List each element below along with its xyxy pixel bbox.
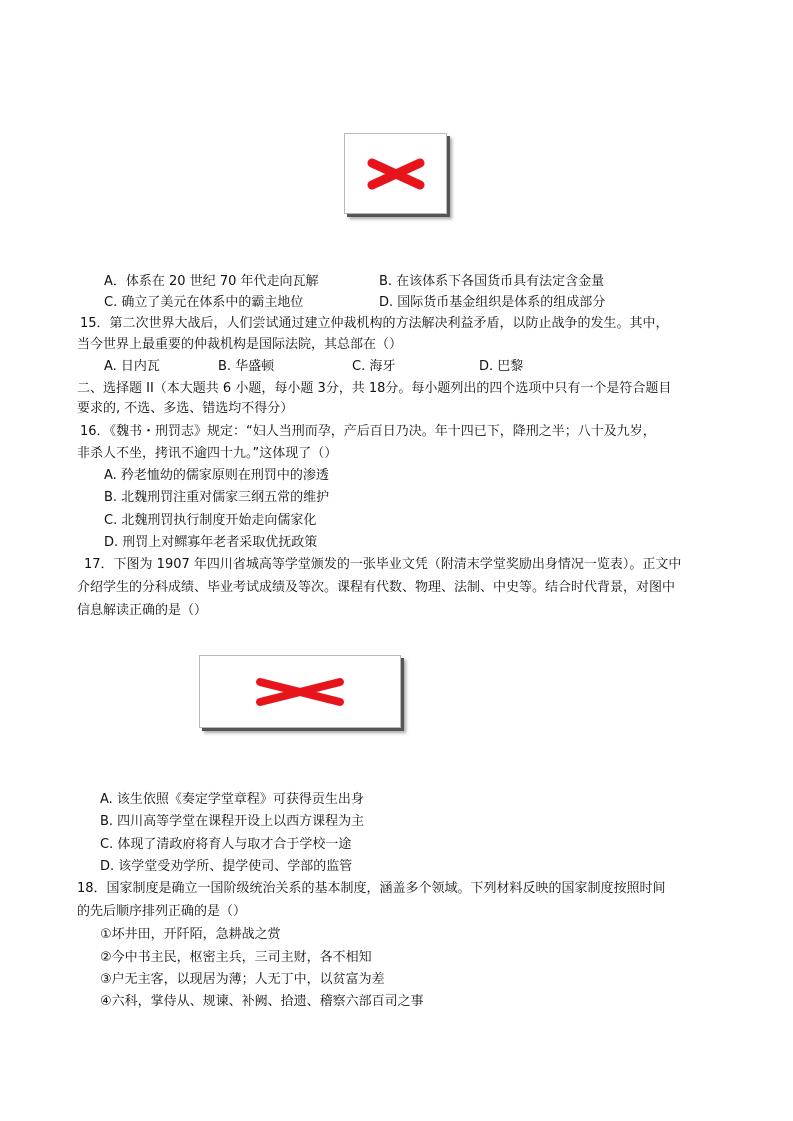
- broken-image-icon: [344, 133, 447, 214]
- section2-heading-line1: 二、选择题 II（本大题共 6 小题，每小题 3分，共 18分。每小题列出的四个选项中只有一个是符合题目: [77, 381, 672, 396]
- q16-option-d: D. 刑罚上对鳏寡年老者采取优抚政策: [104, 535, 318, 550]
- q18-item-3: ③户无主客，以现居为薄；人无丁中，以贫富为差: [100, 972, 385, 987]
- q16-stem-line2: 非杀人不坐，拷讯不逾四十九。”这体现了（）: [77, 446, 338, 461]
- q17-option-b: B. 四川高等学堂在课程开设上以西方课程为主: [100, 814, 365, 829]
- red-x-icon: [366, 157, 426, 191]
- q16-option-a: A. 矜老恤幼的儒家原则在刑罚中的渗透: [104, 468, 329, 483]
- q15-stem-line2: 当今世界上最重要的仲裁机构是国际法院，其总部在（）: [77, 337, 403, 352]
- q17-stem-line3: 信息解读正确的是（）: [77, 603, 208, 618]
- q18-item-2: ②今中书主民，枢密主兵，三司主财，各不相知: [100, 950, 372, 965]
- q15-option-b: B. 华盛顿: [218, 359, 275, 374]
- q16-option-c: C. 北魏刑罚执行制度开始走向儒家化: [104, 513, 317, 528]
- q17-option-c: C. 体现了清政府将育人与取才合于学校一途: [100, 837, 352, 852]
- q17-stem-line1: 17．下图为 1907 年四川省城高等学堂颁发的一张毕业文凭（附清末学堂奖励出身情况一览表）。正文中: [84, 557, 682, 572]
- q14-option-d: D. 国际货币基金组织是体系的组成部分: [379, 295, 606, 310]
- q18-item-1: ①坏井田，开阡陌，急耕战之赏: [100, 927, 281, 942]
- q17-option-d: D. 该学堂受劝学所、提学使司、学部的监管: [100, 859, 353, 874]
- q15-option-a: A. 日内瓦: [104, 359, 160, 374]
- q15-option-c: C. 海牙: [352, 359, 396, 374]
- q15-option-d: D. 巴黎: [479, 359, 524, 374]
- q18-stem-line1: 18．国家制度是确立一国阶级统治关系的基本制度，涵盖多个领域。下列材料反映的国家制度按照时间: [77, 881, 666, 896]
- q18-stem-line2: 的先后顺序排列正确的是（）: [77, 904, 247, 919]
- red-x-icon: [252, 677, 348, 707]
- q14-option-c: C. 确立了美元在体系中的霸主地位: [104, 295, 304, 310]
- broken-image-icon: [199, 655, 401, 728]
- section2-heading-line2: 要求的, 不选、多选、错选均不得分）: [77, 401, 294, 416]
- q17-stem-line2: 介绍学生的分科成绩、毕业考试成绩及等次。课程有代数、物理、法制、中史等。结合时代背景，对图中: [77, 580, 676, 595]
- q18-item-4: ④六科，掌侍从、规谏、补阙、拾遗、稽察六部百司之事: [100, 994, 424, 1009]
- q14-option-b: B. 在该体系下各国货币具有法定含金量: [379, 274, 605, 289]
- q15-stem-line1: 15．第二次世界大战后，人们尝试通过建立仲裁机构的方法解决利益矛盾，以防止战争的发生。其中，: [80, 316, 669, 331]
- q16-stem-line1: 16．《魏书・刑罚志》规定：“妇人当刑而孕，产后百日乃决。年十四已下，降刑之半；八十及九岁，: [80, 424, 656, 439]
- q14-option-a: A．体系在 20 世纪 70 年代走向瓦解: [104, 274, 319, 289]
- q17-option-a: A. 该生依照《奏定学堂章程》可获得贡生出身: [100, 792, 364, 807]
- q16-option-b: B. 北魏刑罚注重对儒家三纲五常的维护: [104, 490, 330, 505]
